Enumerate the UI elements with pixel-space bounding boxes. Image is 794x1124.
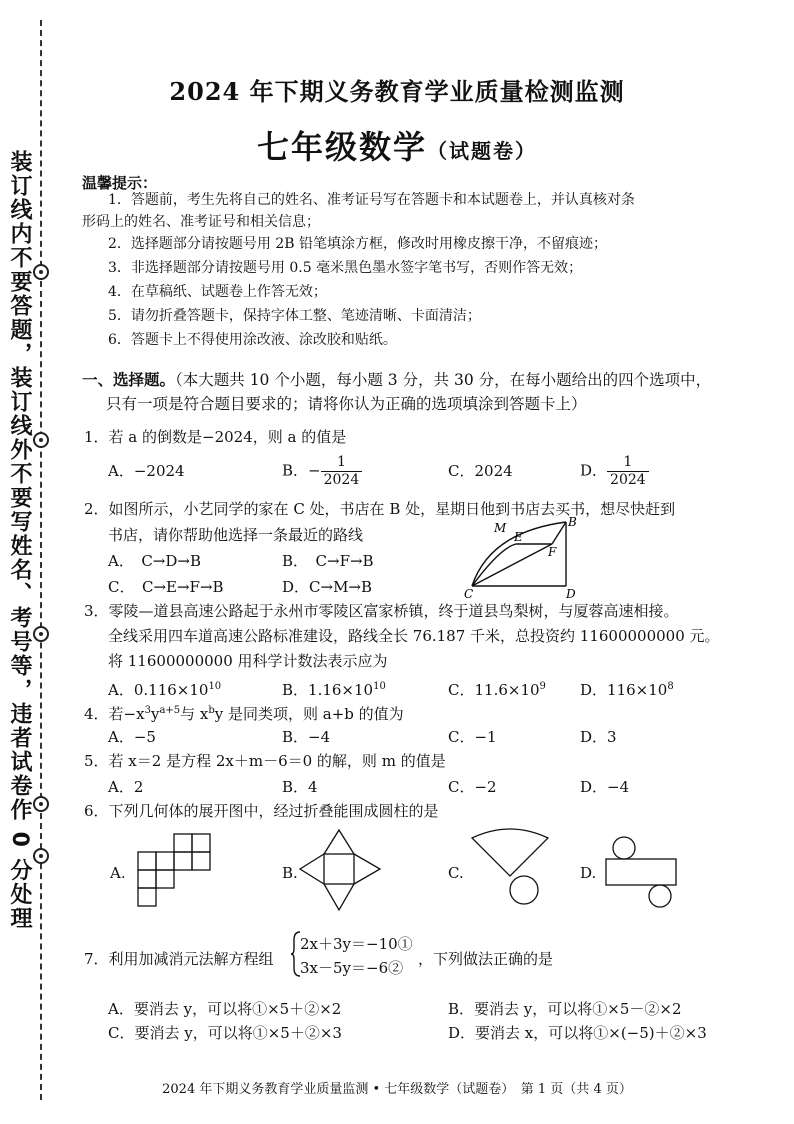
tip-item: 6．答题卡上不得使用涂改液、涂改胶和贴纸。: [108, 332, 397, 348]
page-footer: 2024 年下期义务教育学业质量监测 • 七年级数学（试题卷） 第 1 页（共 4 页）: [162, 1082, 632, 1097]
section-desc: （本大题共 10 个小题，每小题 3 分，共 30 分，在每小题给出的四个选项中，: [175, 371, 712, 389]
binding-hole-icon: [33, 264, 49, 280]
tip-item: 5．请勿折叠答题卡，保持字体工整、笔迹清晰、卡面清洁；: [108, 308, 481, 324]
binding-hole-icon: [33, 626, 49, 642]
binding-hole-icon: [33, 432, 49, 448]
fraction: $\frac{1}{2024}$: [321, 454, 363, 489]
binding-hole-icon: [33, 848, 49, 864]
label-c: C: [464, 587, 474, 598]
tip-item: 2．选择题部分请按题号用 2B 铅笔填涂方框，修改时用橡皮擦干净，不留痕迹；: [108, 236, 608, 252]
question-7-stem-post: ，下列做法正确的是: [418, 950, 554, 968]
q1-option-c: C．2024: [448, 462, 513, 480]
q5-option-d: D．−4: [580, 778, 630, 796]
q4-option-c: C．−1: [448, 728, 497, 746]
q4-option-b: B．−4: [282, 728, 331, 746]
label-f: F: [548, 545, 557, 559]
segment-cf: [472, 544, 552, 586]
fraction: $\frac{1}{2024}$: [607, 454, 649, 489]
exam-title: 2024 年下期义务教育学业质量检测监测: [169, 77, 625, 106]
q3-option-c: C．$11.6\times 10^9$: [448, 681, 546, 699]
label-m: M: [494, 521, 507, 535]
question-1-stem: 1．若 a 的倒数是−2024，则 a 的值是: [84, 428, 347, 446]
q1-option-d: D． $\frac{1}{2024}$: [580, 454, 649, 489]
q5-option-c: C．−2: [448, 778, 497, 796]
q1-option-b: B．− $\frac{1}{2024}$: [282, 454, 362, 489]
question-2-stem-line1: 2．如图所示，小艺同学的家在 C 处，书店在 B 处，星期日他到书店去买书，想尽快赶到: [84, 500, 676, 518]
binding-hole-icon: [33, 796, 49, 812]
tips-title: 温馨提示：: [82, 174, 158, 192]
subject-title: 七年级数学: [256, 128, 427, 166]
q7-option-a: A．要消去 y，可以将①×5＋②×2: [108, 1000, 342, 1018]
tip-item: 3．非选择题部分请按题号用 0.5 毫米黑色墨水签字笔书写，否则作答无效；: [108, 260, 583, 276]
question-3-stem-line3: 将 11600000000 用科学计数法表示应为: [108, 652, 388, 670]
question-5-stem: 5．若 x＝2 是方程 2x＋m－6＝0 的解，则 m 的值是: [84, 752, 446, 770]
q4-option-d: D．3: [580, 728, 617, 746]
q7-option-b: B．要消去 y，可以将①×5－②×2: [448, 1000, 682, 1018]
q2-option-a: A． C→D→B: [108, 552, 201, 570]
paper-type-note: （试题卷）: [427, 139, 537, 163]
q7-equation-2: 3x－5y＝−6②: [300, 959, 404, 977]
net-option-d: [600, 826, 680, 916]
question-3-stem-line1: 3．零陵—道县高速公路起于永州市零陵区富家桥镇，终于道县鸟梨树，与厦蓉高速相接。: [84, 602, 679, 620]
tip-item: 形码上的姓名、准考证号和相关信息；: [82, 214, 320, 230]
question-4-stem: 4．若$-x^3y^{a+5}$与 $x^by$ 是同类项，则 a+b 的值为: [84, 705, 404, 723]
q2-option-c: C． C→E→F→B: [108, 578, 224, 596]
tip-item: 1．答题前，考生先将自己的姓名、准考证号写在答题卡和本试题卷上，并认真核对条: [108, 192, 635, 208]
q6-option-d: D.: [580, 864, 597, 882]
tip-item: 4．在草稿纸、试题卷上作答无效；: [108, 284, 327, 300]
net-option-a: [134, 826, 216, 918]
q6-option-b: B.: [282, 864, 298, 882]
q2-option-b: B． C→F→B: [282, 552, 374, 570]
question-7-stem-pre: 7．利用加减消元法解方程组: [84, 950, 274, 968]
q4-option-a: A．−5: [108, 728, 156, 746]
q1-option-a: A．−2024: [108, 462, 185, 480]
q6-option-c: C.: [448, 864, 464, 882]
q6-option-a: A.: [110, 864, 126, 882]
binding-warning-text: 装订线内不要答题，装订线外不要写姓名、考号等，违者试卷作 0 分处理: [7, 150, 32, 931]
q2-option-d: D．C→M→B: [282, 578, 373, 596]
label-d: D: [566, 587, 576, 598]
q3-option-b: B．$1.16\times 10^{10}$: [282, 681, 386, 699]
q5-option-a: A．2: [108, 778, 144, 796]
q7-equation-1: 2x＋3y＝−10①: [300, 935, 413, 953]
q5-option-b: B．4: [282, 778, 318, 796]
question-2-stem-line2: 书店，请你帮助他选择一条最近的路线: [108, 526, 364, 544]
net-option-b: [296, 826, 386, 916]
q7-option-c: C．要消去 y，可以将①×5＋②×3: [108, 1024, 342, 1042]
question-3-stem-line2: 全线采用四车道高速公路标准建设，路线全长 76.187 千米，总投资约 11600000000 元。: [108, 627, 720, 645]
segment-fb: [552, 522, 566, 544]
question-6-stem: 6．下列几何体的展开图中，经过折叠能围成圆柱的是: [84, 802, 439, 820]
q3-option-a: A．$0.116\times 10^{10}$: [108, 681, 222, 699]
exam-subtitle: [0, 122, 794, 168]
q3-option-d: D．$116\times 10^8$: [580, 681, 674, 699]
label-b: B: [568, 515, 577, 529]
label-e: E: [514, 530, 523, 544]
route-diagram: [460, 514, 590, 598]
section-title: 一、选择题。: [82, 371, 176, 389]
arc-ce: [472, 544, 516, 586]
binding-dashed-line: [40, 20, 42, 1100]
section-heading: [82, 368, 772, 416]
section-desc: 只有一项是符合题目要求的；请将你认为正确的选项填涂到答题卡上）: [106, 395, 587, 413]
q7-option-d: D．要消去 x，可以将①×(−5)＋②×3: [448, 1024, 707, 1042]
net-option-c: [462, 826, 558, 916]
